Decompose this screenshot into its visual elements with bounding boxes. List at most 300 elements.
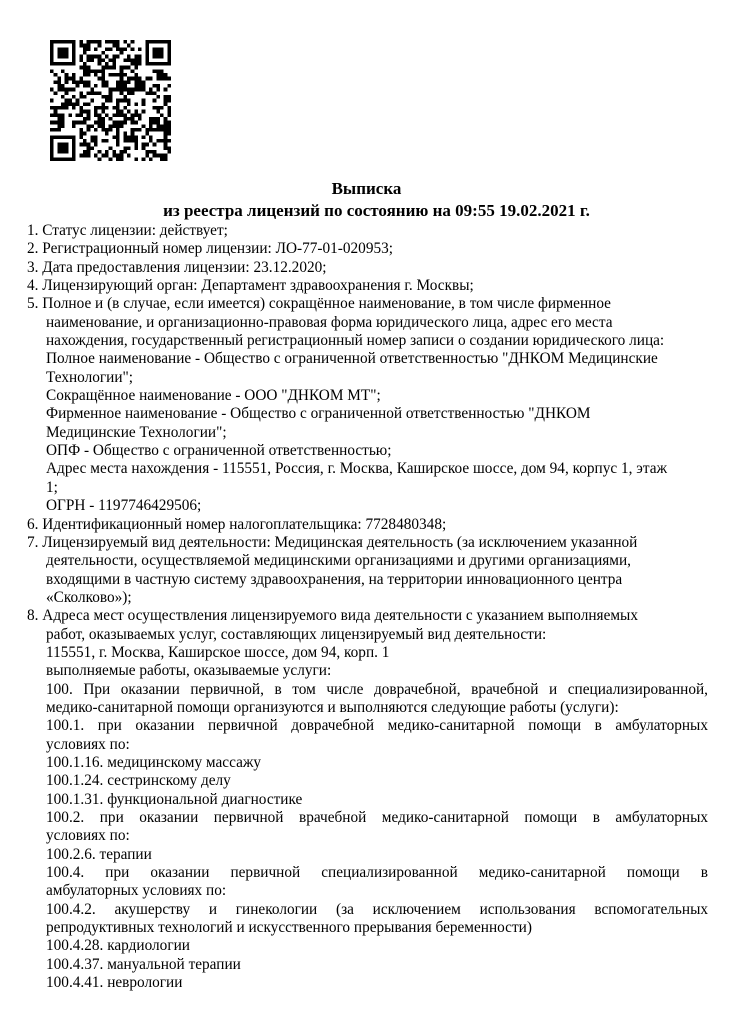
qr-module bbox=[164, 139, 168, 143]
qr-module bbox=[123, 80, 127, 84]
qr-module bbox=[134, 110, 138, 114]
qr-module bbox=[68, 102, 72, 106]
qr-module bbox=[164, 128, 168, 132]
qr-module bbox=[79, 58, 83, 62]
qr-module bbox=[142, 110, 146, 114]
qr-module bbox=[101, 102, 105, 106]
qr-module bbox=[116, 154, 120, 158]
qr-module bbox=[138, 80, 142, 84]
qr-module bbox=[156, 73, 160, 77]
qr-module bbox=[112, 124, 116, 128]
qr-module bbox=[134, 128, 138, 132]
qr-module bbox=[79, 80, 83, 84]
qr-module bbox=[101, 106, 105, 110]
qr-module bbox=[131, 40, 135, 44]
qr-module bbox=[127, 80, 131, 84]
qr-module bbox=[72, 124, 76, 128]
qr-module bbox=[50, 113, 54, 117]
qr-module bbox=[112, 44, 116, 48]
qr-module bbox=[160, 62, 164, 66]
qr-module bbox=[61, 157, 65, 161]
qr-module bbox=[54, 73, 58, 77]
document-line: нахождения, государственный регистрационный номер записи о создании юридического лица: bbox=[46, 332, 665, 350]
qr-module bbox=[87, 91, 91, 95]
qr-module bbox=[101, 73, 105, 77]
qr-module bbox=[94, 143, 98, 147]
qr-module bbox=[57, 51, 61, 55]
qr-module bbox=[105, 113, 109, 117]
qr-module bbox=[120, 69, 124, 73]
qr-module bbox=[72, 106, 76, 110]
qr-module bbox=[87, 55, 91, 59]
qr-module bbox=[153, 69, 157, 73]
qr-module bbox=[79, 132, 83, 136]
qr-module bbox=[101, 58, 105, 62]
qr-module bbox=[61, 47, 65, 51]
qr-module bbox=[112, 40, 116, 44]
qr-module bbox=[61, 51, 65, 55]
qr-module bbox=[138, 77, 142, 81]
qr-module bbox=[127, 139, 131, 143]
qr-module bbox=[101, 110, 105, 114]
qr-module bbox=[123, 66, 127, 70]
qr-module bbox=[120, 80, 124, 84]
qr-module bbox=[138, 62, 142, 66]
qr-module bbox=[153, 91, 157, 95]
qr-module bbox=[131, 117, 135, 121]
qr-module bbox=[98, 58, 102, 62]
qr-module bbox=[153, 55, 157, 59]
qr-module bbox=[127, 55, 131, 59]
qr-module bbox=[127, 135, 131, 139]
qr-module bbox=[167, 99, 171, 103]
qr-module bbox=[167, 84, 171, 88]
qr-module bbox=[101, 51, 105, 55]
qr-module bbox=[50, 47, 54, 51]
qr-module bbox=[145, 143, 149, 147]
qr-module bbox=[123, 146, 127, 150]
qr-module bbox=[50, 135, 54, 139]
qr-module bbox=[87, 69, 91, 73]
qr-module bbox=[127, 66, 131, 70]
qr-module bbox=[153, 62, 157, 66]
qr-module bbox=[109, 40, 113, 44]
qr-module bbox=[134, 80, 138, 84]
qr-module bbox=[105, 40, 109, 44]
qr-module bbox=[164, 88, 168, 92]
qr-module bbox=[65, 40, 69, 44]
qr-module bbox=[116, 44, 120, 48]
qr-module bbox=[134, 135, 138, 139]
qr-module bbox=[153, 143, 157, 147]
qr-module bbox=[127, 77, 131, 81]
qr-module bbox=[123, 132, 127, 136]
qr-module bbox=[156, 40, 160, 44]
document-line: работ, оказываемых услуг, составляющих лицензируемый вид деятельности: bbox=[46, 625, 547, 643]
qr-module bbox=[112, 113, 116, 117]
qr-module bbox=[57, 47, 61, 51]
qr-module bbox=[72, 154, 76, 158]
qr-module bbox=[68, 40, 72, 44]
qr-module bbox=[156, 84, 160, 88]
qr-module bbox=[57, 121, 61, 125]
qr-module bbox=[123, 84, 127, 88]
qr-module bbox=[156, 47, 160, 51]
qr-module bbox=[87, 110, 91, 114]
qr-module bbox=[138, 113, 142, 117]
qr-module bbox=[83, 62, 87, 66]
qr-module bbox=[167, 40, 171, 44]
qr-module bbox=[87, 117, 91, 121]
qr-module bbox=[83, 66, 87, 70]
qr-module bbox=[90, 69, 94, 73]
qr-module bbox=[127, 102, 131, 106]
qr-module bbox=[68, 113, 72, 117]
qr-module bbox=[109, 124, 113, 128]
qr-module bbox=[164, 62, 168, 66]
qr-module bbox=[156, 154, 160, 158]
qr-module bbox=[72, 88, 76, 92]
qr-module bbox=[57, 84, 61, 88]
qr-module bbox=[156, 77, 160, 81]
document-line: 100.2. при оказании первичной врачебной медико-санитарной помощи в амбулаторных bbox=[46, 809, 708, 826]
qr-module bbox=[94, 84, 98, 88]
qr-module bbox=[72, 102, 76, 106]
qr-module bbox=[87, 40, 91, 44]
document-line: 1. Статус лицензии: действует; bbox=[27, 222, 228, 239]
qr-module bbox=[50, 121, 54, 125]
qr-module bbox=[145, 62, 149, 66]
qr-module bbox=[123, 99, 127, 103]
qr-module bbox=[98, 55, 102, 59]
qr-module bbox=[87, 150, 91, 154]
qr-module bbox=[101, 128, 105, 132]
qr-module bbox=[123, 88, 127, 92]
document-line: 1; bbox=[46, 478, 58, 496]
qr-module bbox=[57, 62, 61, 66]
qr-module bbox=[123, 58, 127, 62]
document-line: 115551, г. Москва, Каширское шоссе, дом 94, корп. 1 bbox=[46, 643, 390, 661]
document-line: 100.2.6. терапии bbox=[46, 845, 152, 863]
qr-module bbox=[112, 62, 116, 66]
qr-module bbox=[120, 154, 124, 158]
qr-module bbox=[149, 135, 153, 139]
document-line: выполняемые работы, оказываемые услуги: bbox=[46, 662, 332, 680]
qr-module bbox=[105, 99, 109, 103]
qr-module bbox=[134, 62, 138, 66]
qr-module bbox=[83, 51, 87, 55]
qr-module bbox=[123, 106, 127, 110]
qr-module bbox=[134, 143, 138, 147]
qr-module bbox=[164, 73, 168, 77]
qr-module bbox=[87, 102, 91, 106]
qr-module bbox=[109, 157, 113, 161]
qr-module bbox=[156, 95, 160, 99]
qr-module bbox=[156, 62, 160, 66]
qr-module bbox=[134, 58, 138, 62]
qr-module bbox=[79, 40, 83, 44]
qr-module bbox=[156, 139, 160, 143]
qr-module bbox=[120, 47, 124, 51]
qr-module bbox=[65, 99, 69, 103]
qr-module bbox=[72, 157, 76, 161]
qr-module bbox=[83, 150, 87, 154]
document-line: Адрес места нахождения - 115551, Россия, г. Москва, Каширское шоссе, дом 94, корпус 1, этаж bbox=[46, 460, 668, 478]
qr-module bbox=[127, 91, 131, 95]
qr-module bbox=[109, 95, 113, 99]
qr-module bbox=[90, 135, 94, 139]
qr-module bbox=[105, 84, 109, 88]
qr-module bbox=[120, 124, 124, 128]
qr-module bbox=[138, 55, 142, 59]
document-subtitle: из реестра лицензий по состоянию на 09:55 19.02.2021 г. bbox=[163, 201, 590, 220]
qr-module bbox=[153, 40, 157, 44]
qr-module bbox=[123, 135, 127, 139]
qr-module bbox=[109, 73, 113, 77]
qr-module bbox=[79, 106, 83, 110]
qr-module bbox=[105, 66, 109, 70]
qr-module bbox=[57, 150, 61, 154]
qr-module bbox=[123, 121, 127, 125]
qr-module bbox=[153, 128, 157, 132]
qr-module bbox=[65, 91, 69, 95]
qr-module bbox=[112, 121, 116, 125]
qr-module bbox=[101, 69, 105, 73]
qr-module bbox=[149, 91, 153, 95]
qr-module bbox=[76, 102, 80, 106]
qr-module bbox=[98, 91, 102, 95]
document-line: Сокращённое наименование - ООО "ДНКОМ МТ"; bbox=[46, 387, 381, 405]
qr-module bbox=[127, 88, 131, 92]
qr-module bbox=[123, 113, 127, 117]
qr-module bbox=[76, 84, 80, 88]
qr-module bbox=[50, 157, 54, 161]
qr-module bbox=[65, 62, 69, 66]
qr-module bbox=[57, 143, 61, 147]
qr-module bbox=[156, 88, 160, 92]
qr-module bbox=[105, 55, 109, 59]
qr-module bbox=[83, 80, 87, 84]
qr-module bbox=[164, 117, 168, 121]
qr-module bbox=[167, 77, 171, 81]
qr-module bbox=[131, 135, 135, 139]
qr-module bbox=[79, 128, 83, 132]
qr-module bbox=[90, 58, 94, 62]
qr-module bbox=[127, 58, 131, 62]
qr-module bbox=[142, 99, 146, 103]
qr-module bbox=[120, 77, 124, 81]
qr-module bbox=[90, 99, 94, 103]
document-line: 6. Идентификационный номер налогоплательщика: 7728480348; bbox=[27, 515, 447, 533]
qr-module bbox=[131, 121, 135, 125]
qr-module bbox=[50, 44, 54, 48]
qr-module bbox=[164, 102, 168, 106]
qr-module bbox=[72, 44, 76, 48]
qr-module bbox=[65, 73, 69, 77]
qr-module bbox=[167, 150, 171, 154]
qr-module bbox=[160, 124, 164, 128]
qr-module bbox=[153, 117, 157, 121]
qr-module bbox=[120, 91, 124, 95]
qr-module bbox=[109, 146, 113, 150]
qr-module bbox=[50, 106, 54, 110]
document-line: Технологии"; bbox=[46, 368, 134, 386]
qr-module bbox=[68, 88, 72, 92]
qr-module bbox=[149, 117, 153, 121]
qr-module bbox=[142, 143, 146, 147]
qr-module bbox=[79, 95, 83, 99]
qr-module bbox=[61, 143, 65, 147]
document-line: амбулаторных условиях по: bbox=[46, 882, 227, 900]
qr-module bbox=[145, 44, 149, 48]
qr-module bbox=[101, 66, 105, 70]
qr-module bbox=[123, 117, 127, 121]
qr-module bbox=[105, 106, 109, 110]
qr-module bbox=[61, 135, 65, 139]
qr-module bbox=[65, 106, 69, 110]
qr-module bbox=[116, 135, 120, 139]
qr-module bbox=[156, 117, 160, 121]
qr-module bbox=[167, 106, 171, 110]
qr-module bbox=[153, 99, 157, 103]
qr-module bbox=[142, 146, 146, 150]
qr-module bbox=[87, 124, 91, 128]
qr-module bbox=[138, 47, 142, 51]
qr-module bbox=[149, 157, 153, 161]
qr-module bbox=[105, 62, 109, 66]
qr-module bbox=[50, 88, 54, 92]
qr-module bbox=[57, 124, 61, 128]
qr-module bbox=[57, 146, 61, 150]
qr-module bbox=[131, 47, 135, 51]
qr-module bbox=[112, 58, 116, 62]
qr-module bbox=[65, 146, 69, 150]
qr-module bbox=[160, 106, 164, 110]
qr-module bbox=[83, 84, 87, 88]
qr-module bbox=[134, 139, 138, 143]
qr-module bbox=[160, 113, 164, 117]
document-line: ОГРН - 1197746429506; bbox=[46, 497, 202, 515]
qr-module bbox=[109, 128, 113, 132]
qr-module bbox=[109, 88, 113, 92]
qr-module bbox=[79, 110, 83, 114]
qr-module bbox=[68, 62, 72, 66]
qr-module bbox=[131, 128, 135, 132]
qr-module bbox=[79, 44, 83, 48]
qr-module bbox=[167, 146, 171, 150]
document-title: Выписка bbox=[331, 179, 402, 198]
qr-module bbox=[94, 135, 98, 139]
qr-module bbox=[98, 106, 102, 110]
qr-module bbox=[109, 47, 113, 51]
qr-module bbox=[98, 44, 102, 48]
qr-module bbox=[167, 110, 171, 114]
qr-module bbox=[61, 117, 65, 121]
qr-module bbox=[83, 44, 87, 48]
qr-module bbox=[61, 55, 65, 59]
document-line: 3. Дата предоставления лицензии: 23.12.2020; bbox=[27, 258, 327, 276]
qr-module bbox=[116, 157, 120, 161]
qr-module bbox=[61, 84, 65, 88]
qr-module bbox=[54, 80, 58, 84]
qr-module bbox=[120, 73, 124, 77]
qr-module bbox=[167, 128, 171, 132]
qr-module bbox=[83, 143, 87, 147]
qr-module bbox=[83, 73, 87, 77]
qr-module bbox=[167, 95, 171, 99]
qr-module bbox=[149, 77, 153, 81]
qr-module bbox=[90, 91, 94, 95]
qr-module bbox=[149, 121, 153, 125]
qr-module bbox=[87, 66, 91, 70]
qr-module bbox=[94, 40, 98, 44]
qr-module bbox=[116, 121, 120, 125]
qr-module bbox=[61, 106, 65, 110]
qr-module bbox=[79, 121, 83, 125]
qr-module bbox=[134, 157, 138, 161]
qr-module bbox=[109, 66, 113, 70]
qr-module bbox=[156, 121, 160, 125]
qr-module bbox=[153, 84, 157, 88]
qr-module bbox=[145, 132, 149, 136]
qr-module bbox=[54, 62, 58, 66]
qr-module bbox=[153, 150, 157, 154]
qr-module bbox=[120, 84, 124, 88]
document-line: 5. Полное и (в случае, если имеется) сокращённое наименование, в том числе фирменное bbox=[27, 295, 611, 313]
qr-module bbox=[138, 117, 142, 121]
document-line: 100.4. при оказании первичной специализированной медико-санитарной помощи в bbox=[46, 864, 708, 882]
qr-module bbox=[54, 91, 58, 95]
qr-module bbox=[83, 117, 87, 121]
qr-module bbox=[116, 106, 120, 110]
document-line: «Сколково»); bbox=[46, 588, 132, 606]
document-line: Фирменное наименование - Общество с ограниченной ответственностью "ДНКОМ bbox=[46, 405, 591, 423]
qr-module bbox=[134, 73, 138, 77]
qr-module bbox=[145, 128, 149, 132]
qr-module bbox=[116, 73, 120, 77]
qr-module bbox=[57, 40, 61, 44]
qr-module bbox=[83, 121, 87, 125]
qr-module bbox=[112, 154, 116, 158]
qr-module bbox=[120, 99, 124, 103]
document-line: 4. Лицензирующий орган: Департамент здравоохранения г. Москвы; bbox=[27, 277, 474, 295]
qr-module bbox=[149, 40, 153, 44]
qr-module bbox=[101, 95, 105, 99]
qr-module bbox=[120, 88, 124, 92]
qr-module bbox=[50, 143, 54, 147]
qr-module bbox=[101, 124, 105, 128]
qr-module bbox=[101, 84, 105, 88]
qr-module bbox=[57, 55, 61, 59]
qr-module bbox=[72, 143, 76, 147]
qr-module bbox=[57, 117, 61, 121]
qr-module bbox=[134, 146, 138, 150]
qr-module bbox=[164, 132, 168, 136]
qr-module bbox=[72, 47, 76, 51]
qr-module bbox=[83, 69, 87, 73]
document-line: деятельности, осуществляемой медицинскими организациями и другими организациями, bbox=[46, 552, 631, 570]
qr-module bbox=[90, 146, 94, 150]
qr-module bbox=[98, 121, 102, 125]
qr-module bbox=[79, 154, 83, 158]
qr-module bbox=[98, 62, 102, 66]
document-line: наименование, и организационно-правовая форма юридического лица, адрес его места bbox=[46, 313, 613, 331]
qr-module bbox=[65, 135, 69, 139]
qr-module bbox=[131, 69, 135, 73]
qr-module bbox=[61, 146, 65, 150]
qr-module bbox=[105, 132, 109, 136]
qr-module bbox=[57, 157, 61, 161]
